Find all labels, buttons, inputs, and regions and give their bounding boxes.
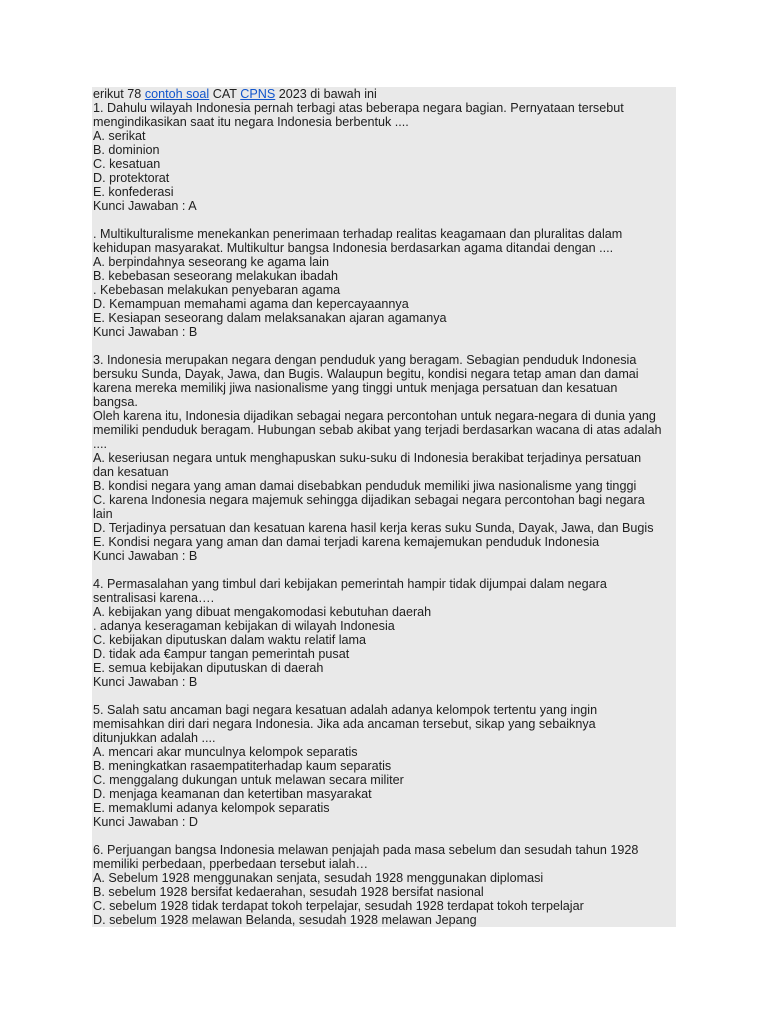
answer-option: D. menjaga keamanan dan ketertiban masyarakat [93, 787, 372, 801]
question-text-line: . Multikulturalisme menekankan penerimaan terhadap realitas keagamaan dan pluralitas dalam [93, 227, 623, 241]
question-text-line: 5. Salah satu ancaman bagi negara kesatuan adalah adanya kelompok tertentu yang ingin [93, 703, 598, 717]
answer-option: A. serikat [93, 129, 146, 143]
answer-option: D. tidak ada €ampur tangan pemerintah pusat [93, 647, 350, 661]
answer-option: D. Terjadinya persatuan dan kesatuan karena hasil kerja keras suku Sunda, Dayak, Jawa, dan Bugis [93, 521, 654, 535]
document-page [92, 87, 676, 927]
question-block [93, 353, 676, 563]
answer-option: D. protektorat [93, 171, 170, 185]
answer-key: Kunci Jawaban : B [93, 325, 198, 339]
answer-option: E. semua kebijakan diputuskan di daerah [93, 661, 324, 675]
answer-option: D. Kemampuan memahami agama dan kepercayaannya [93, 297, 409, 311]
question-text-line: sentralisasi karena…. [93, 591, 215, 605]
answer-option: E. Kondisi negara yang aman dan damai terjadi karena kemajemukan penduduk Indonesia [93, 535, 600, 549]
answer-option: B. meningkatkan rasaempatiterhadap kaum separatis [93, 759, 392, 773]
answer-option: . Kebebasan melakukan penyebaran agama [93, 283, 341, 297]
question-block [93, 227, 676, 339]
answer-option: E. memaklumi adanya kelompok separatis [93, 801, 330, 815]
blank-line [93, 339, 676, 353]
answer-option: B. kebebasan seseorang melakukan ibadah [93, 269, 339, 283]
question-text-line: karena mereka memilikj jiwa nasionalisme yang tinggi untuk menjaga persatuan dan kesatuan [93, 381, 618, 395]
question-text-line: memiliki perbedaan, pperbedaan tersebut ialah… [93, 857, 369, 871]
blank-line [93, 829, 676, 843]
blank-line [93, 689, 676, 703]
intro-prefix: erikut 78 [93, 87, 145, 101]
question-text-line: memiliki penduduk beragam. Hubungan sebab akibat yang terjadi berdasarkan wacana di atas adalah [93, 423, 662, 437]
answer-option: A. berpindahnya seseorang ke agama lain [93, 255, 329, 269]
question-block [93, 843, 676, 927]
question-text-line: 4. Permasalahan yang timbul dari kebijakan pemerintah hampir tidak dijumpai dalam negara [93, 577, 607, 591]
question-text-line: Oleh karena itu, Indonesia dijadikan sebagai negara percontohan untuk negara-negara di dunia yang [93, 409, 656, 423]
question-list [93, 101, 676, 927]
question-block [93, 101, 676, 213]
question-block [93, 577, 676, 689]
answer-key: Kunci Jawaban : B [93, 549, 198, 563]
question-text-line: 3. Indonesia merupakan negara dengan penduduk yang beragam. Sebagian penduduk Indonesia [93, 353, 637, 367]
answer-key: Kunci Jawaban : A [93, 199, 197, 213]
answer-option: B. sebelum 1928 bersifat kedaerahan, sesudah 1928 bersifat nasional [93, 885, 484, 899]
question-text-line: memisahkan diri dari negara Indonesia. Jika ada ancaman tersebut, sikap yang sebaiknya [93, 717, 596, 731]
answer-option: dan kesatuan [93, 465, 169, 479]
answer-key: Kunci Jawaban : D [93, 815, 199, 829]
answer-option: A. Sebelum 1928 menggunakan senjata, sesudah 1928 menggunakan diplomasi [93, 871, 544, 885]
question-text-line: ditunjukkan adalah .... [93, 731, 216, 745]
question-block [93, 703, 676, 829]
answer-option: C. kesatuan [93, 157, 161, 171]
answer-option: A. mencari akar munculnya kelompok separatis [93, 745, 358, 759]
answer-option: C. sebelum 1928 tidak terdapat tokoh terpelajar, sesudah 1928 terdapat tokoh terpelajar [93, 899, 584, 913]
answer-option: A. kebijakan yang dibuat mengakomodasi kebutuhan daerah [93, 605, 432, 619]
answer-option: C. menggalang dukungan untuk melawan secara militer [93, 773, 404, 787]
answer-option: lain [93, 507, 113, 521]
question-text-line: 1. Dahulu wilayah Indonesia pernah terbagi atas beberapa negara bagian. Pernyataan tersebut [93, 101, 624, 115]
question-text-line: .... [93, 437, 107, 451]
answer-option: B. kondisi negara yang aman damai disebabkan penduduk memiliki jiwa nasionalisme yang tinggi [93, 479, 637, 493]
answer-option: E. konfederasi [93, 185, 174, 199]
intro-line [93, 87, 676, 101]
question-text-line: 6. Perjuangan bangsa Indonesia melawan penjajah pada masa sebelum dan sesudah tahun 1928 [93, 843, 639, 857]
question-text-line: bangsa. [93, 395, 138, 409]
question-text-line: mengindikasikan saat itu negara Indonesia berbentuk .... [93, 115, 409, 129]
blank-line [93, 563, 676, 577]
intro-middle: CAT [209, 87, 241, 101]
answer-key: Kunci Jawaban : B [93, 675, 198, 689]
answer-option: E. Kesiapan seseorang dalam melaksanakan ajaran agamanya [93, 311, 447, 325]
answer-option: B. dominion [93, 143, 160, 157]
intro-suffix: 2023 di bawah ini [275, 87, 377, 101]
answer-option: C. kebijakan diputuskan dalam waktu relatif lama [93, 633, 367, 647]
answer-option: . adanya keseragaman kebijakan di wilayah Indonesia [93, 619, 395, 633]
question-text-line: kehidupan masyarakat. Multikultur bangsa Indonesia berdasarkan agama ditandai dengan .... [93, 241, 614, 255]
answer-option: D. sebelum 1928 melawan Belanda, sesudah 1928 melawan Jepang [93, 913, 477, 927]
answer-option: C. karena Indonesia negara majemuk sehingga dijadikan sebagai negara percontohan bagi negara [93, 493, 645, 507]
answer-option: A. keseriusan negara untuk menghapuskan suku-suku di Indonesia berakibat terjadinya persatuan [93, 451, 642, 465]
contoh-soal-link[interactable]: contoh soal [144, 87, 210, 101]
question-text-line: bersuku Sunda, Dayak, Jawa, dan Bugis. Walaupun begitu, kondisi negara tetap aman dan damai [93, 367, 639, 381]
cpns-link[interactable]: CPNS [240, 87, 276, 101]
blank-line [93, 213, 676, 227]
